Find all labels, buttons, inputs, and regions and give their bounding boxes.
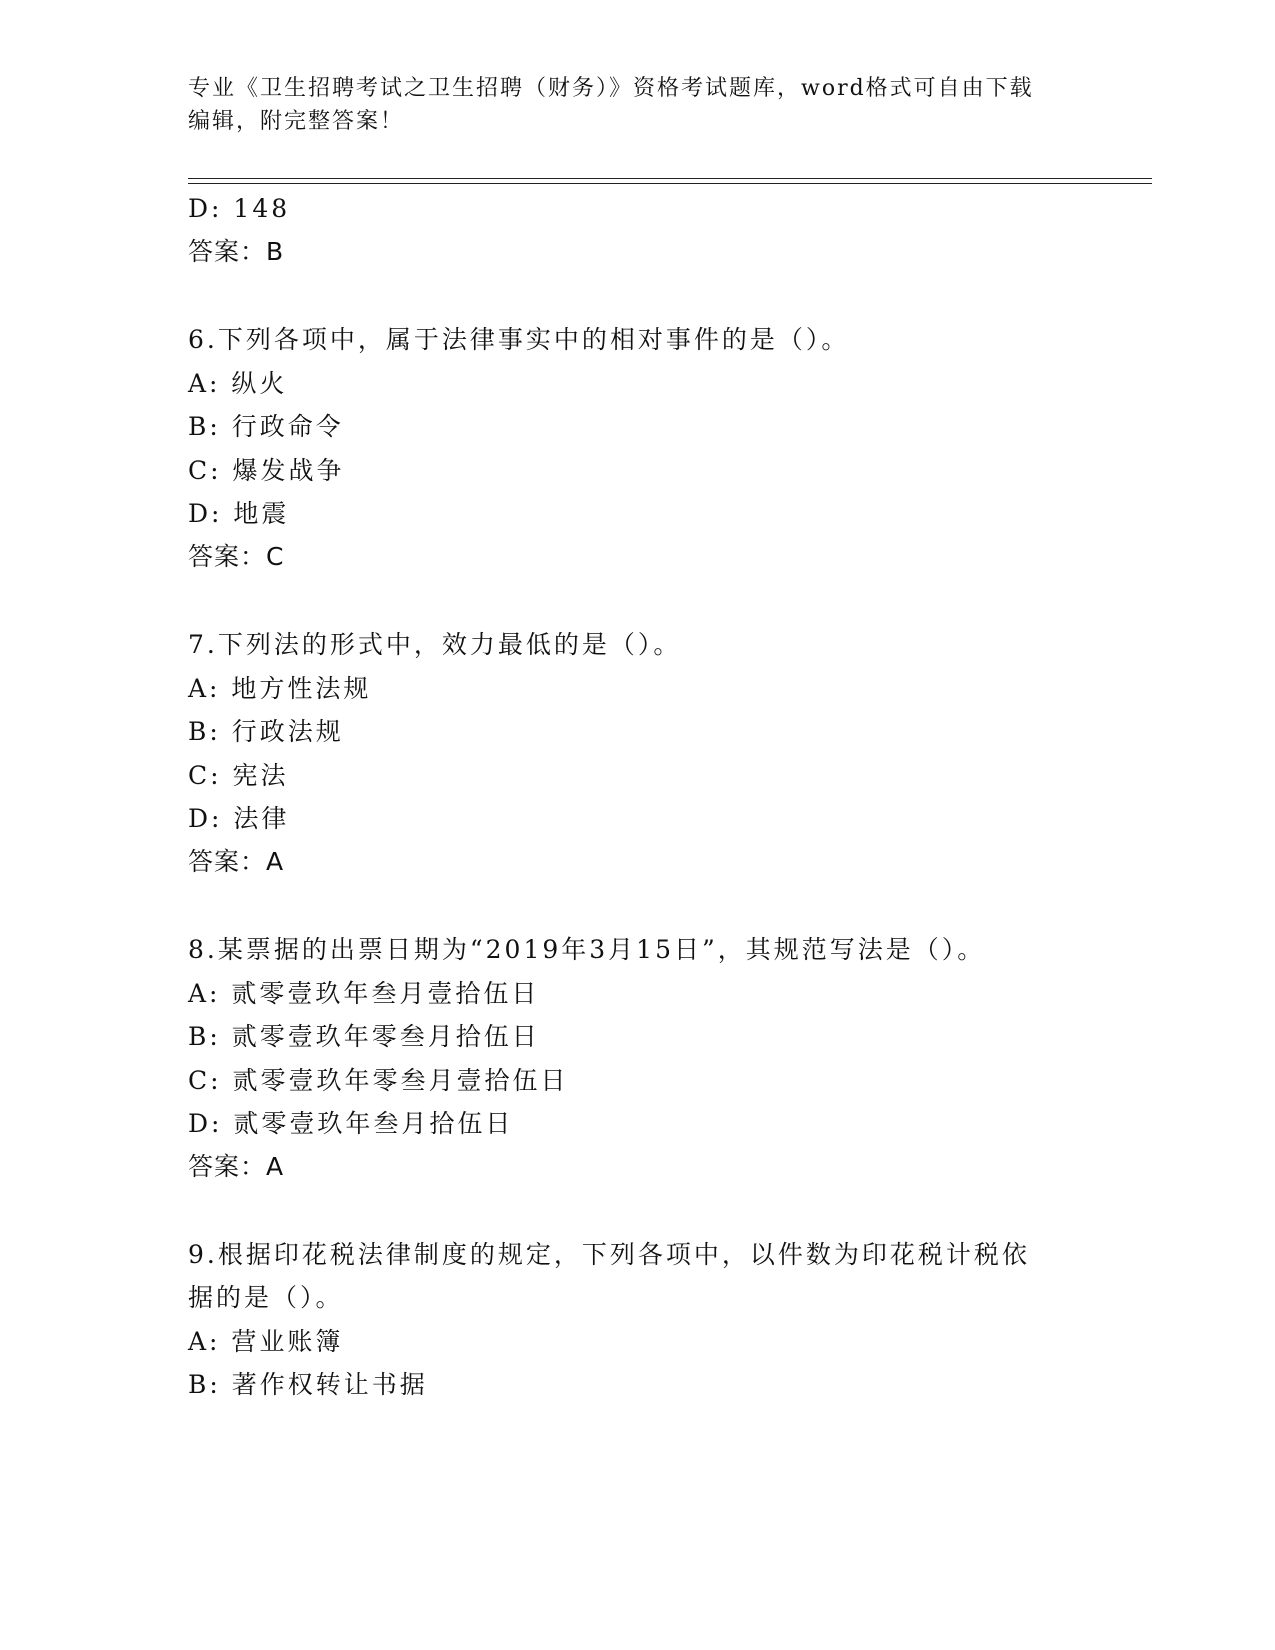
option-b: B: 贰零壹玖年零叁月拾伍日 (188, 1022, 540, 1051)
answer: 答案：A (188, 847, 285, 876)
question-stem: 6.下列各项中，属于法律事实中的相对事件的是（）。 (188, 325, 850, 354)
question-stem-line-1: 9.根据印花税法律制度的规定，下列各项中，以件数为印花税计税依 (188, 1240, 1030, 1269)
answer: 答案：A (188, 1152, 285, 1181)
option-d: D: 地震 (188, 499, 290, 528)
document-header (188, 72, 1088, 138)
header-divider-bottom (188, 183, 1152, 184)
question-stem-line-2: 据的是（）。 (188, 1283, 344, 1312)
option-b: B: 行政法规 (188, 717, 344, 746)
option-b: B: 著作权转让书据 (188, 1370, 428, 1399)
option-d: D: 法律 (188, 804, 290, 833)
answer: 答案：B (188, 237, 285, 266)
question-stem: 8.某票据的出票日期为“2019年3月15日”，其规范写法是（）。 (188, 935, 986, 964)
header-divider-top (188, 178, 1152, 179)
option-d: D: 贰零壹玖年叁月拾伍日 (188, 1109, 514, 1138)
option-d: D: 148 (188, 194, 291, 223)
question-stem: 7.下列法的形式中，效力最低的是（）。 (188, 630, 682, 659)
option-b: B: 行政命令 (188, 412, 344, 441)
option-a: A: 贰零壹玖年叁月壹拾伍日 (188, 979, 540, 1008)
option-c: C: 爆发战争 (188, 456, 345, 485)
answer: 答案：C (188, 542, 285, 571)
option-a: A: 地方性法规 (188, 674, 372, 703)
option-a: A: 营业账簿 (188, 1327, 344, 1356)
option-c: C: 宪法 (188, 761, 289, 790)
option-c: C: 贰零壹玖年零叁月壹拾伍日 (188, 1066, 569, 1095)
header-line-1: 专业《卫生招聘考试之卫生招聘（财务）》资格考试题库，word格式可自由下载 (188, 76, 1034, 101)
option-a: A: 纵火 (188, 369, 288, 398)
header-line-2: 编辑，附完整答案！ (188, 109, 405, 134)
